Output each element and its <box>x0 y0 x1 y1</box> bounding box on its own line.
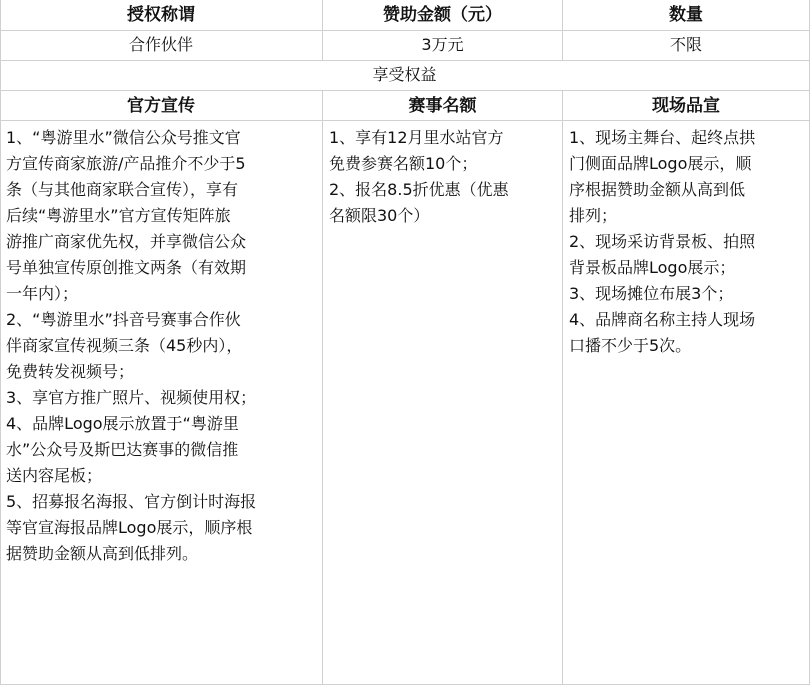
onsite-line: 排列； <box>569 206 618 225</box>
quota-line: 1、享有12月里水站官方 <box>329 128 504 147</box>
publicity-line: 免费转发视频号； <box>6 362 135 381</box>
publicity-line: 据赞助金额从高到低排列。 <box>6 544 199 563</box>
quota-line: 免费参赛名额10个； <box>329 154 478 173</box>
rights-header-cell-onsite <box>563 91 810 121</box>
header-label-amount: 赞助金额（元） <box>383 5 502 25</box>
section-title: 享受权益 <box>372 65 437 84</box>
header-label-quantity: 数量 <box>669 5 703 25</box>
quota-line: 2、报名8.5折优惠（优惠 <box>329 180 509 199</box>
onsite-line: 背景板品牌Logo展示； <box>569 258 736 277</box>
quota-line: 名额限30个） <box>329 206 430 225</box>
publicity-line: 游推广商家优先权，并享微信公众 <box>6 232 247 251</box>
publicity-line: 方宣传商家旅游/产品推介不少于5 <box>6 154 246 173</box>
value-quantity: 不限 <box>669 35 702 54</box>
publicity-line: 5、招募报名海报、官方倒计时海报 <box>6 492 257 511</box>
header-label-title: 授权称谓 <box>127 5 195 25</box>
onsite-line: 门侧面品牌Logo展示，顺 <box>569 154 752 173</box>
onsite-line: 1、现场主舞台、起终点拱 <box>569 128 756 147</box>
publicity-line: 等官宣海报品牌Logo展示，顺序根 <box>6 518 253 537</box>
value-cell-quantity <box>563 31 810 61</box>
header-cell-title <box>0 0 323 31</box>
value-cell-amount <box>323 31 563 61</box>
rights-content-onsite <box>563 121 810 685</box>
publicity-line: 2、“粤游里水”抖音号赛事合作伙 <box>6 310 241 329</box>
publicity-line: 送内容尾板； <box>6 466 103 485</box>
rights-header-publicity: 官方宣传 <box>127 96 195 116</box>
publicity-line: 4、品牌Logo展示放置于“粤游里 <box>6 414 239 433</box>
publicity-line: 水”公众号及斯巴达赛事的微信推 <box>6 440 239 459</box>
publicity-line: 号单独宣传原创推文两条（有效期 <box>6 258 247 277</box>
onsite-line: 3、现场摊位布展3个； <box>569 284 734 303</box>
onsite-line: 序根据赞助金额从高到低 <box>569 180 746 199</box>
publicity-line: 1、“粤游里水”微信公众号推文官 <box>6 128 241 147</box>
rights-header-quota: 赛事名额 <box>408 96 477 116</box>
publicity-line: 3、享官方推广照片、视频使用权； <box>6 388 257 407</box>
rights-header-cell-publicity <box>0 91 323 121</box>
onsite-line: 4、品牌商名称主持人现场 <box>569 310 756 329</box>
value-amount: 3万元 <box>421 35 464 54</box>
header-cell-amount <box>323 0 563 31</box>
onsite-line: 口播不少于5次。 <box>569 336 692 355</box>
rights-header-onsite: 现场品宣 <box>652 96 720 116</box>
publicity-line: 条（与其他商家联合宣传），享有 <box>6 180 239 199</box>
value-cell-title <box>0 31 323 61</box>
left-border <box>0 0 1 685</box>
rights-content-quota <box>323 121 563 685</box>
rights-content-publicity <box>0 121 323 685</box>
value-title: 合作伙伴 <box>128 35 193 54</box>
rights-header-cell-quota <box>323 91 563 121</box>
section-title-cell <box>0 61 810 91</box>
publicity-line: 后续“粤游里水”官方宣传矩阵旅 <box>6 206 231 225</box>
publicity-line: 伴商家宣传视频三条（45秒内）， <box>6 336 243 355</box>
header-cell-quantity <box>563 0 810 31</box>
publicity-line: 一年内）； <box>6 284 79 303</box>
onsite-line: 2、现场采访背景板、拍照 <box>569 232 756 251</box>
